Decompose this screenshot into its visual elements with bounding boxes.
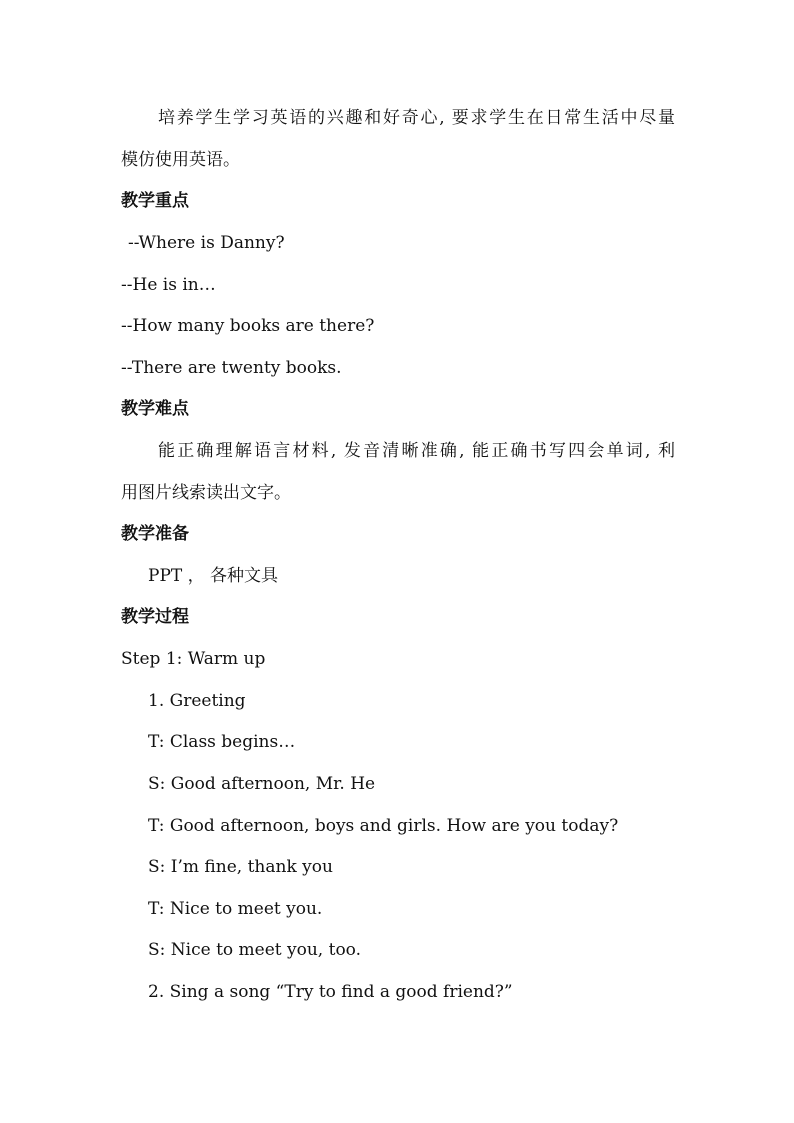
key-point-3: --How many books are there? [121, 316, 375, 336]
difficulty-line-2: 用图片线索读出文字。 [121, 483, 291, 503]
dialogue-line: S: Good afternoon, Mr. He [148, 774, 376, 794]
dialogue-line: T: Good afternoon, boys and girls. How are you today? [148, 816, 619, 836]
preparation-item: PPT ， 各种文具 [148, 566, 279, 586]
key-point-2: --He is in… [121, 275, 216, 295]
dialogue-line: T: Class begins… [148, 732, 296, 752]
step-1-item-song: 2. Sing a song “Try to find a good friend?” [148, 982, 513, 1002]
heading-process: 教学过程 [121, 607, 189, 627]
difficulty-line-1: 能正确理解语言材料, 发音清晰准确, 能正确书写四会单词, 利 [158, 441, 675, 461]
dialogue-line: S: Nice to meet you, too. [148, 940, 362, 960]
heading-difficulties: 教学难点 [121, 399, 189, 419]
dialogue-line: S: I’m fine, thank you [148, 857, 333, 877]
key-point-1: --Where is Danny? [128, 233, 285, 253]
heading-preparation: 教学准备 [121, 524, 189, 544]
step-1-title: Step 1: Warm up [121, 649, 266, 669]
goal-paragraph-line-2: 模仿使用英语。 [121, 150, 240, 170]
key-point-4: --There are twenty books. [121, 358, 342, 378]
step-1-item-greeting: 1. Greeting [148, 691, 246, 711]
dialogue-line: T: Nice to meet you. [148, 899, 323, 919]
heading-key-points: 教学重点 [121, 191, 189, 211]
goal-paragraph-line-1: 培养学生学习英语的兴趣和好奇心, 要求学生在日常生活中尽量 [158, 108, 675, 128]
